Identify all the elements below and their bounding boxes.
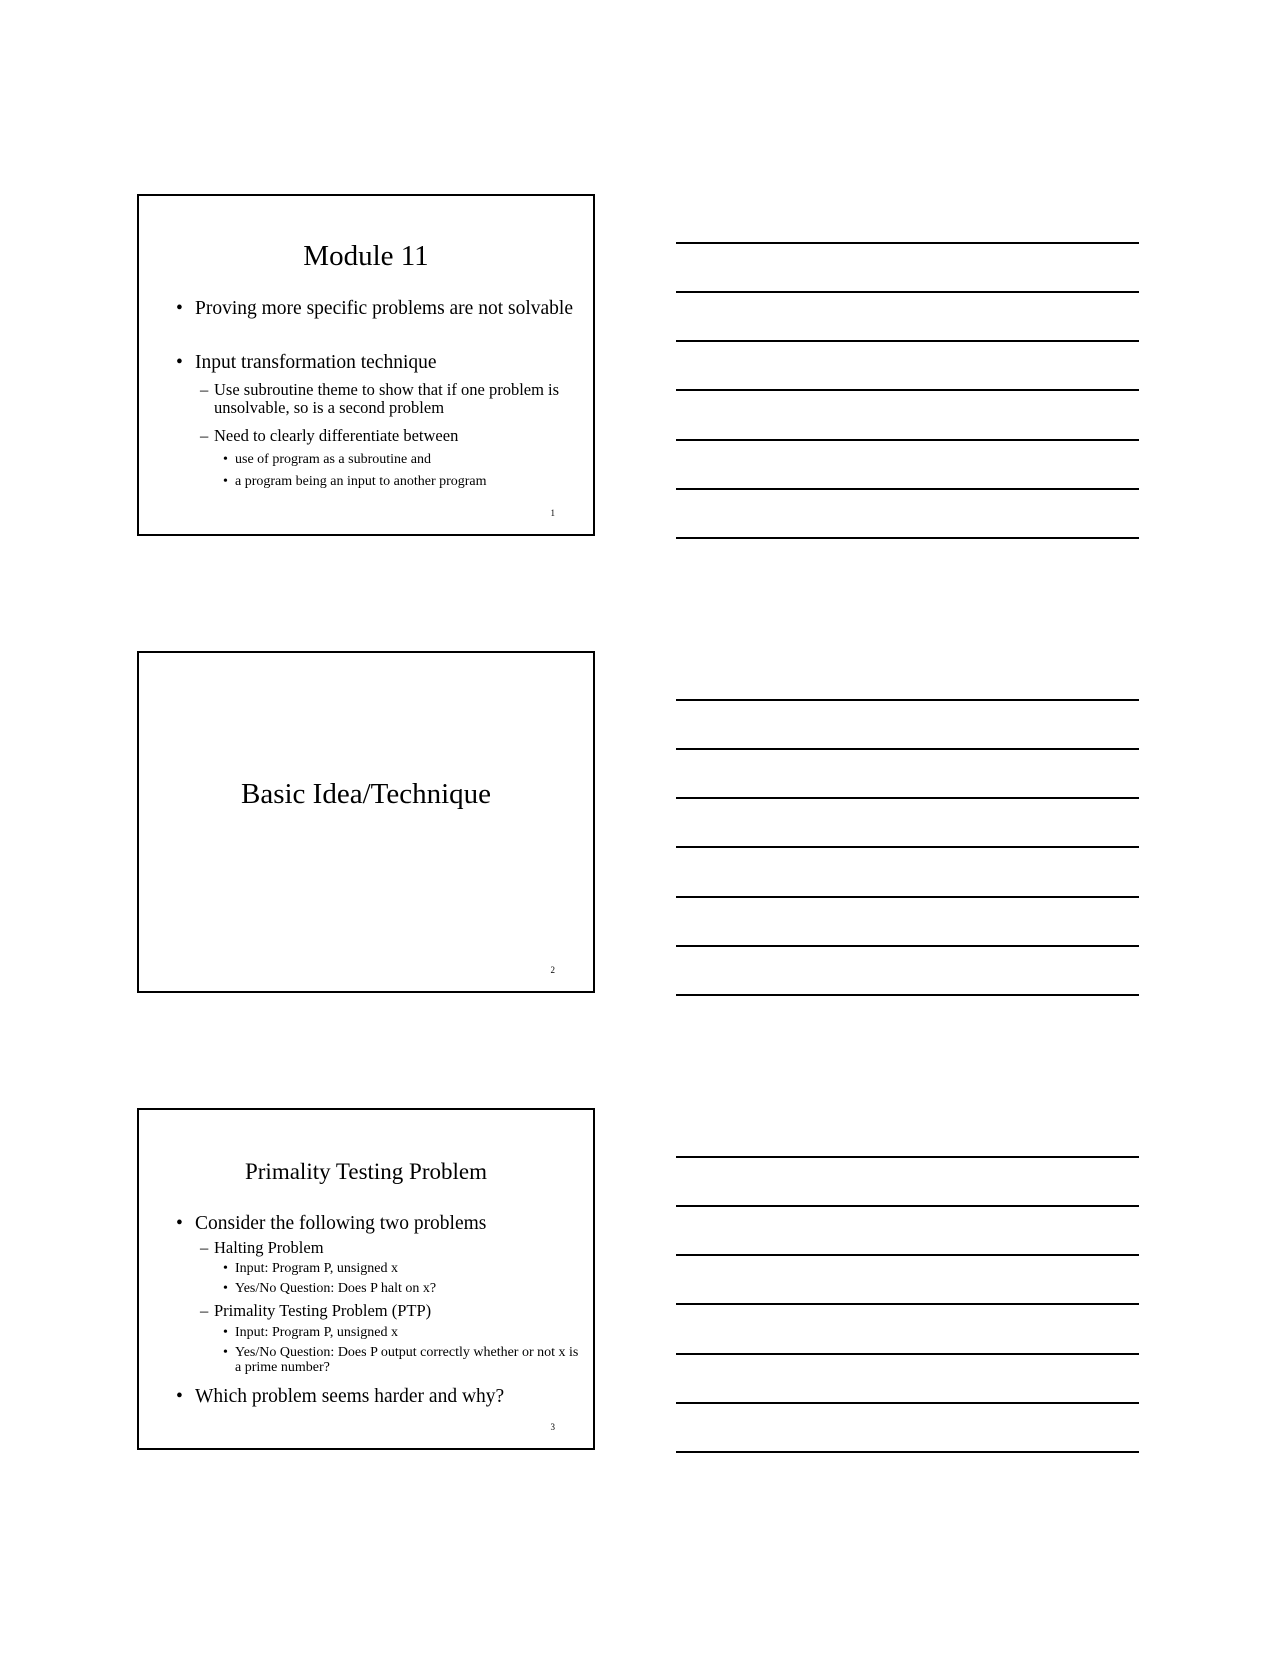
bullet-text: Which problem seems harder and why? (195, 1386, 505, 1407)
bullet-item (176, 352, 576, 373)
note-line (676, 1353, 1139, 1355)
note-line (676, 1254, 1139, 1256)
sub-sub-bullet-text: Yes/No Question: Does P halt on x? (235, 1281, 437, 1296)
bullet-marker: • (223, 1325, 228, 1340)
slide-title: Basic Idea/Technique (241, 778, 491, 810)
bullet-text: Input transformation technique (195, 352, 437, 373)
sub-bullet-item (200, 427, 580, 445)
note-line (676, 488, 1139, 490)
slide-number: 2 (550, 965, 555, 975)
note-line (676, 389, 1139, 391)
sub-sub-bullet-text: Input: Program P, unsigned x (235, 1325, 398, 1340)
dash-marker: – (200, 1238, 209, 1257)
sub-bullet-item (200, 1239, 580, 1257)
sub-bullet-text: Use subroutine theme to show that if one problem is unsolvable, so is a second problem (214, 380, 560, 418)
sub-sub-bullet-item (223, 1345, 583, 1376)
note-line (676, 994, 1139, 996)
sub-bullet-text: Primality Testing Problem (PTP) (214, 1301, 432, 1320)
sub-sub-bullet-item (223, 452, 583, 467)
bullet-marker: • (176, 352, 183, 373)
sub-bullet-item (200, 1302, 580, 1320)
bullet-marker: • (176, 298, 183, 319)
slide-title: Module 11 (303, 240, 429, 272)
note-line (676, 1451, 1139, 1453)
bullet-text: Proving more specific problems are not solvable (195, 298, 573, 319)
sub-sub-bullet-item (223, 1325, 583, 1340)
slide-number: 3 (550, 1422, 555, 1432)
slide-2 (137, 651, 595, 993)
note-line (676, 537, 1139, 539)
note-line (676, 340, 1139, 342)
note-line (676, 846, 1139, 848)
bullet-marker: • (223, 452, 228, 467)
sub-sub-bullet-text: Yes/No Question: Does P output correctly whether or not x is a prime number? (235, 1345, 579, 1376)
sub-sub-bullet-text: a program being an input to another program (235, 474, 487, 489)
bullet-item (176, 1386, 576, 1407)
slide-number: 1 (550, 508, 555, 518)
note-line (676, 291, 1139, 293)
note-line (676, 242, 1139, 244)
slide-title: Primality Testing Problem (244, 1159, 488, 1184)
note-line (676, 748, 1139, 750)
bullet-text: Consider the following two problems (195, 1213, 487, 1234)
bullet-marker: • (223, 1345, 228, 1360)
sub-bullet-text: Need to clearly differentiate between (214, 426, 459, 445)
note-line (676, 1156, 1139, 1158)
sub-sub-bullet-item (223, 1261, 583, 1276)
sub-sub-bullet-item (223, 1281, 583, 1296)
dash-marker: – (200, 380, 209, 399)
note-line (676, 1205, 1139, 1207)
note-line (676, 699, 1139, 701)
dash-marker: – (200, 426, 209, 445)
note-line (676, 439, 1139, 441)
note-line (676, 945, 1139, 947)
bullet-marker: • (223, 474, 228, 489)
bullet-marker: • (176, 1213, 183, 1234)
dash-marker: – (200, 1301, 209, 1320)
bullet-marker: • (223, 1281, 228, 1296)
sub-sub-bullet-text: Input: Program P, unsigned x (235, 1261, 398, 1276)
sub-bullet-item (200, 381, 580, 417)
sub-bullet-text: Halting Problem (214, 1238, 324, 1257)
note-line (676, 797, 1139, 799)
note-line (676, 1402, 1139, 1404)
note-line (676, 1303, 1139, 1305)
bullet-item (176, 298, 576, 319)
sub-sub-bullet-text: use of program as a subroutine and (235, 452, 431, 467)
note-line (676, 896, 1139, 898)
bullet-marker: • (176, 1386, 183, 1407)
sub-sub-bullet-item (223, 474, 583, 489)
bullet-item (176, 1213, 576, 1234)
slide-1 (137, 194, 595, 536)
slide-3 (137, 1108, 595, 1450)
bullet-marker: • (223, 1261, 228, 1276)
